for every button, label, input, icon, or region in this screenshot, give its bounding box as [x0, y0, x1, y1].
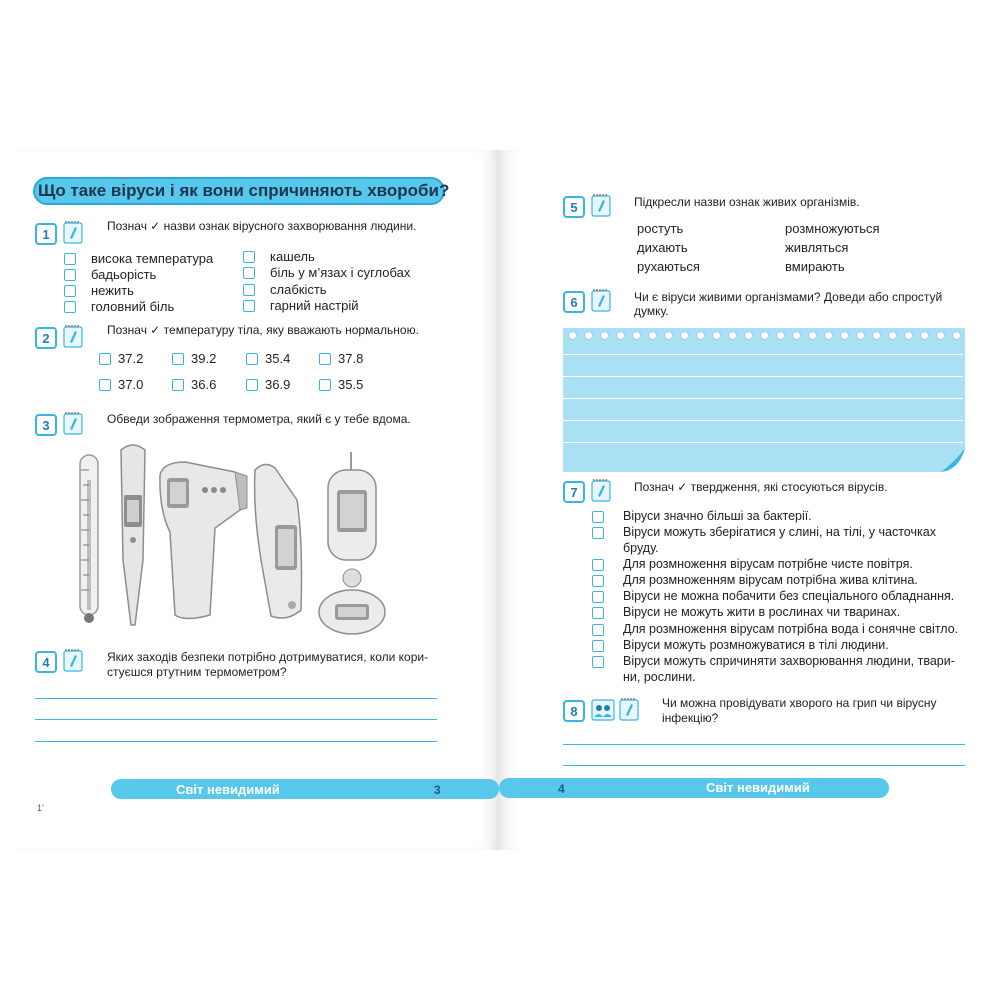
- statement: Для розмноження вірусам потрібна вода і сонячне світло.: [623, 622, 959, 636]
- group-discussion-icon: [591, 697, 615, 721]
- temperature-option: 37.8: [338, 351, 364, 366]
- answer-line[interactable]: [563, 765, 965, 766]
- notebook-hole: [584, 331, 593, 340]
- mercury-thermometer-image: [80, 455, 98, 623]
- option-label: слабкість: [270, 282, 327, 297]
- option-label: гарний настрій: [270, 298, 359, 313]
- notebook-hole: [952, 331, 961, 340]
- checkbox[interactable]: [243, 300, 255, 312]
- checkbox[interactable]: [592, 640, 604, 652]
- option-label: кашель: [270, 249, 315, 264]
- temperature-option: 39.2: [191, 351, 217, 366]
- task6-prompt-line: думку.: [634, 304, 669, 318]
- statement: ни, рослини.: [623, 670, 696, 684]
- task8-prompt-line: Чи можна провідувати хворого на грип чи вірусну: [662, 696, 937, 710]
- task-number: 4: [35, 651, 57, 673]
- word-option[interactable]: розмножуються: [785, 221, 880, 236]
- notebook-hole: [568, 331, 577, 340]
- notebook-hole: [936, 331, 945, 340]
- notebook-hole: [728, 331, 737, 340]
- word-option[interactable]: живляться: [785, 240, 849, 255]
- word-option[interactable]: дихають: [637, 240, 688, 255]
- option-label: головний біль: [91, 299, 175, 314]
- temperature-option: 37.2: [118, 351, 144, 366]
- notebook-hole: [680, 331, 689, 340]
- word-option[interactable]: вмирають: [785, 259, 845, 274]
- notebook-hole: [856, 331, 865, 340]
- notebook-line: [563, 398, 963, 399]
- checkbox[interactable]: [592, 624, 604, 636]
- ear-thermometer-image: [255, 464, 302, 618]
- checkbox[interactable]: [319, 379, 331, 391]
- task7-prompt: Познач ✓ твердження, які стосуються вірусів.: [634, 480, 888, 494]
- notebook-hole: [792, 331, 801, 340]
- pacifier-thermometer-image: [319, 569, 385, 634]
- notebook-hole: [920, 331, 929, 340]
- option-label: висока температура: [91, 251, 214, 266]
- footer-label: Світ невидимий: [176, 782, 280, 797]
- pencil-notebook-icon: [591, 478, 611, 502]
- temperature-option: 35.4: [265, 351, 291, 366]
- statement: Для розмноженням вірусам потрібна жива клітина.: [623, 573, 918, 587]
- pencil-notebook-icon: [63, 411, 83, 435]
- checkbox[interactable]: [172, 379, 184, 391]
- checkbox[interactable]: [592, 591, 604, 603]
- pencil-notebook-icon: [63, 648, 83, 672]
- page-number: 4: [558, 782, 565, 796]
- temperature-option: 35.5: [338, 377, 364, 392]
- answer-line[interactable]: [35, 741, 437, 742]
- statement: бруду.: [623, 541, 659, 555]
- notebook-hole: [616, 331, 625, 340]
- notebook-hole: [696, 331, 705, 340]
- infrared-thermometer-image: [160, 462, 247, 619]
- pencil-notebook-icon: [63, 220, 83, 244]
- pencil-notebook-icon: [591, 193, 611, 217]
- notebook-hole: [712, 331, 721, 340]
- statement: Для розмноження вірусам потрібне чисте повітря.: [623, 557, 913, 571]
- task-number: 3: [35, 414, 57, 436]
- checkbox[interactable]: [243, 284, 255, 296]
- task8-prompt-line: інфекцію?: [662, 711, 719, 725]
- task4-prompt-line: Яких заходів безпеки потрібно дотримуватися, коли кори-: [107, 650, 429, 664]
- notebook-hole: [904, 331, 913, 340]
- statement: Віруси значно більші за бактерії.: [623, 509, 812, 523]
- checkbox[interactable]: [172, 353, 184, 365]
- statement: Віруси можуть спричиняти захворювання людини, твари-: [623, 654, 955, 668]
- notebook-hole: [600, 331, 609, 340]
- statement: Віруси не можуть жити в рослинах чи тваринах.: [623, 605, 901, 619]
- corner-mark: 1’: [37, 803, 45, 813]
- checkbox[interactable]: [592, 575, 604, 587]
- notebook-hole: [808, 331, 817, 340]
- answer-line[interactable]: [35, 698, 437, 699]
- task1-prompt: Познач ✓ назви ознак вірусного захворювання людини.: [107, 219, 417, 233]
- task5-prompt: Підкресли назви ознак живих організмів.: [634, 195, 860, 209]
- task-number: 6: [563, 291, 585, 313]
- checkbox[interactable]: [243, 251, 255, 263]
- temperature-option: 36.9: [265, 377, 291, 392]
- task6-prompt-line: Чи є віруси живими організмами? Доведи або спростуй: [634, 290, 943, 304]
- statement: Віруси можуть зберігатися у слині, на тілі, у часточках: [623, 525, 936, 539]
- checkbox[interactable]: [64, 301, 76, 313]
- notebook-answer-area[interactable]: [563, 328, 965, 472]
- task4-prompt-line: стуєшся ртутним термометром?: [107, 665, 287, 679]
- word-option[interactable]: рухаються: [637, 259, 700, 274]
- notebook-hole: [760, 331, 769, 340]
- checkbox[interactable]: [64, 253, 76, 265]
- digital-stick-thermometer-image: [121, 445, 145, 625]
- notebook-hole: [632, 331, 641, 340]
- checkbox[interactable]: [592, 607, 604, 619]
- checkbox[interactable]: [592, 511, 604, 523]
- checkbox[interactable]: [64, 285, 76, 297]
- notebook-hole: [888, 331, 897, 340]
- temperature-option: 36.6: [191, 377, 217, 392]
- answer-line[interactable]: [563, 744, 965, 745]
- word-option[interactable]: ростуть: [637, 221, 684, 236]
- checkbox[interactable]: [99, 379, 111, 391]
- notebook-hole: [824, 331, 833, 340]
- thermometers-illustration[interactable]: [75, 440, 450, 640]
- notebook-line: [563, 376, 963, 377]
- notebook-hole: [648, 331, 657, 340]
- clip-thermometer-image: [328, 452, 376, 560]
- option-label: бадьорість: [91, 267, 157, 282]
- pencil-notebook-icon: [591, 288, 611, 312]
- task-number: 8: [563, 700, 585, 722]
- option-label: біль у м’язах і суглобах: [270, 265, 411, 280]
- notebook-hole: [744, 331, 753, 340]
- checkbox[interactable]: [64, 269, 76, 281]
- pencil-notebook-icon: [63, 324, 83, 348]
- notebook-line: [563, 420, 963, 421]
- notebook-hole: [664, 331, 673, 340]
- checkbox[interactable]: [99, 353, 111, 365]
- checkbox[interactable]: [243, 267, 255, 279]
- notebook-hole: [872, 331, 881, 340]
- checkbox[interactable]: [592, 527, 604, 539]
- checkbox[interactable]: [246, 379, 258, 391]
- page-number: 3: [434, 783, 441, 797]
- page-title: Що таке віруси і як вони спричиняють хвороби?: [38, 181, 450, 200]
- option-label: нежить: [91, 283, 134, 298]
- notebook-line: [563, 442, 963, 443]
- pencil-notebook-icon: [619, 697, 639, 721]
- notebook-hole: [776, 331, 785, 340]
- task-number: 5: [563, 196, 585, 218]
- task-number: 2: [35, 327, 57, 349]
- footer-label: Світ невидимий: [706, 780, 810, 795]
- checkbox[interactable]: [592, 559, 604, 571]
- checkbox[interactable]: [319, 353, 331, 365]
- task3-prompt: Обведи зображення термометра, який є у тебе вдома.: [107, 412, 411, 426]
- checkbox[interactable]: [592, 656, 604, 668]
- answer-line[interactable]: [35, 719, 437, 720]
- notebook-line: [563, 354, 963, 355]
- statement: Віруси не можна побачити без спеціального обладнання.: [623, 589, 955, 603]
- task-number: 1: [35, 223, 57, 245]
- page-curl-icon: [941, 448, 965, 472]
- task-number: 7: [563, 481, 585, 503]
- checkbox[interactable]: [246, 353, 258, 365]
- notebook-hole: [840, 331, 849, 340]
- statement: Віруси можуть розмножуватися в тілі людини.: [623, 638, 889, 652]
- temperature-option: 37.0: [118, 377, 144, 392]
- task2-prompt: Познач ✓ температуру тіла, яку вважають нормальною.: [107, 323, 419, 337]
